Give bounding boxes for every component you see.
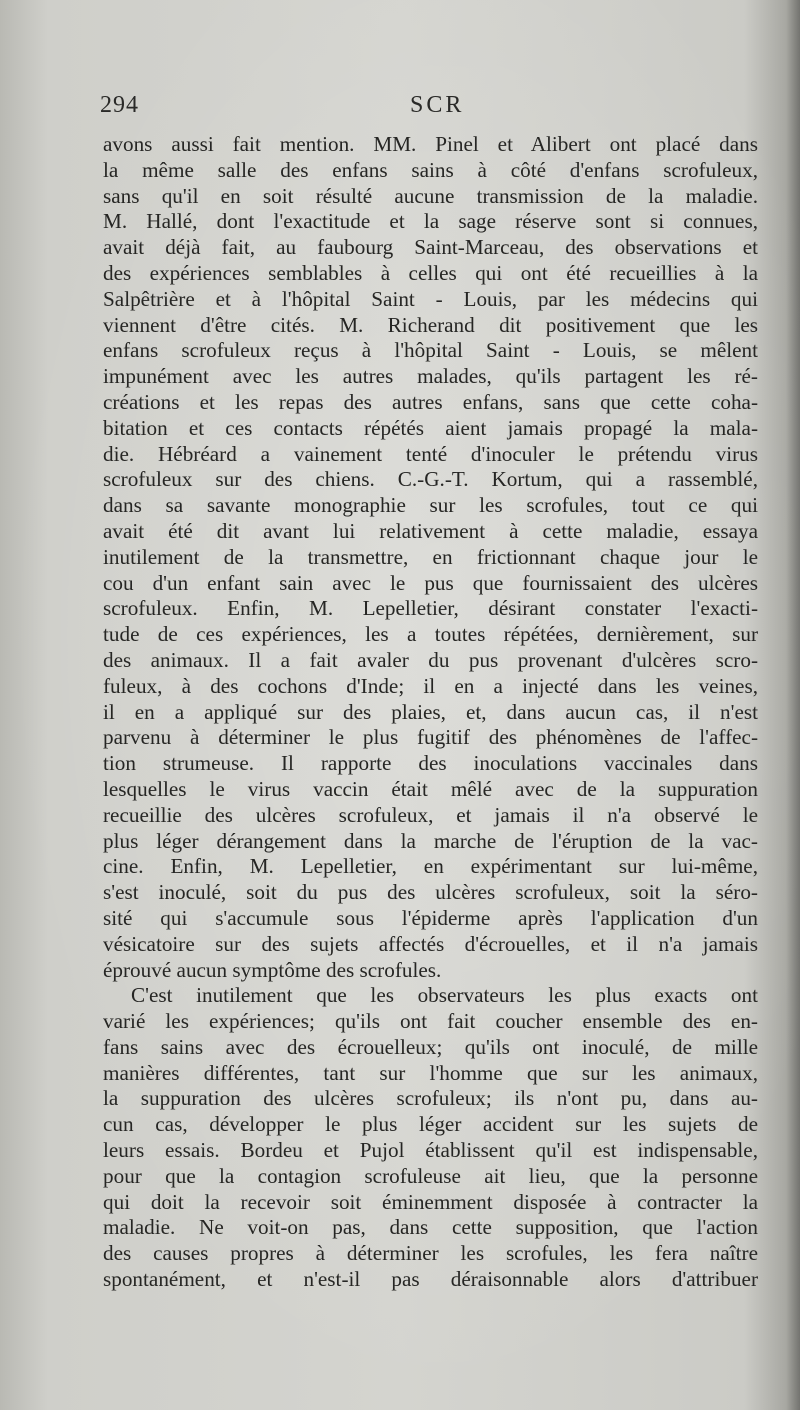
text-line: bitation et ces contacts répétés aient jamais propagé la mala- <box>103 415 758 440</box>
text-line: il en a appliqué sur des plaies, et, dans aucun cas, il n'est <box>103 699 758 724</box>
text-line: Salpêtrière et à l'hôpital Saint - Louis, par les médecins qui <box>103 286 758 311</box>
text-line: inutilement de la transmettre, en frictionnant chaque jour le <box>103 544 758 569</box>
paragraph-start-line: C'est inutilement que les observateurs les plus exacts ont <box>131 983 758 1008</box>
text-line: la suppuration des ulcères scrofuleux; ils n'ont pu, dans au- <box>103 1086 758 1111</box>
text-line: scrofuleux sur des chiens. C.-G.-T. Kortum, qui a rassemblé, <box>103 467 758 492</box>
text-line: vésicatoire sur des sujets affectés d'écrouelles, et il n'a jamais <box>103 931 758 956</box>
text-line: recueillie des ulcères scrofuleux, et jamais il n'a observé le <box>103 802 758 827</box>
text-line: manières différentes, tant sur l'homme que sur les animaux, <box>103 1060 758 1085</box>
text-line: leurs essais. Bordeu et Pujol établissent qu'il est indispensable, <box>103 1138 758 1163</box>
text-line: avait déjà fait, au faubourg Saint-Marceau, des observations et <box>103 235 758 260</box>
text-line: la même salle des enfans sains à côté d'enfans scrofuleux, <box>103 157 758 182</box>
text-line: tion strumeuse. Il rapporte des inoculations vaccinales dans <box>103 751 758 776</box>
text-line: fuleux, à des cochons d'Inde; il en a injecté dans les veines, <box>103 673 758 698</box>
text-line: lesquelles le virus vaccin était mêlé avec de la suppuration <box>103 776 758 801</box>
text-line: des causes propres à déterminer les scrofules, les fera naître <box>103 1241 758 1266</box>
text-line: die. Hébréard a vainement tenté d'inoculer le prétendu virus <box>103 441 758 466</box>
text-line: cine. Enfin, M. Lepelletier, en expérimentant sur lui-même, <box>103 854 758 879</box>
text-line: scrofuleux. Enfin, M. Lepelletier, désirant constater l'exacti- <box>103 596 758 621</box>
text-line: créations et les repas des autres enfans, sans que cette coha- <box>103 389 758 414</box>
text-line: sans qu'il en soit résulté aucune transmission de la maladie. <box>103 183 758 208</box>
text-line: plus léger dérangement dans la marche de l'éruption de la vac- <box>103 828 758 853</box>
text-line: qui doit la recevoir soit éminemment disposée à contracter la <box>103 1189 758 1214</box>
text-line: avait été dit avant lui relativement à cette maladie, essaya <box>103 518 758 543</box>
text-line: enfans scrofuleux reçus à l'hôpital Saint - Louis, se mêlent <box>103 338 758 363</box>
text-line: M. Hallé, dont l'exactitude et la sage réserve sont si connues, <box>103 209 758 234</box>
text-line: des expériences semblables à celles qui ont été recueillies à la <box>103 260 758 285</box>
text-line: dans sa savante monographie sur les scrofules, tout ce qui <box>103 493 758 518</box>
text-line: sité qui s'accumule sous l'épiderme après l'application d'un <box>103 905 758 930</box>
paragraph-end-line: éprouvé aucun symptôme des scrofules. <box>103 957 442 982</box>
text-line: viennent d'être cités. M. Richerand dit positivement que les <box>103 312 758 337</box>
text-line: impunément avec les autres malades, qu'ils partagent les ré- <box>103 364 758 389</box>
text-line: des animaux. Il a fait avaler du pus provenant d'ulcères scro- <box>103 647 758 672</box>
text-line: parvenu à déterminer le plus fugitif des phénomènes de l'affec- <box>103 725 758 750</box>
text-line: s'est inoculé, soit du pus des ulcères scrofuleux, soit la séro- <box>103 880 758 905</box>
running-head: SCR <box>410 92 465 118</box>
text-line: pour que la contagion scrofuleuse ait lieu, que la personne <box>103 1163 758 1188</box>
text-line: avons aussi fait mention. MM. Pinel et Alibert ont placé dans <box>103 132 758 156</box>
page-edge-shadow <box>786 0 800 1410</box>
page-header <box>100 92 760 126</box>
text-line: maladie. Ne voit-on pas, dans cette supposition, que l'action <box>103 1215 758 1240</box>
text-line: cou d'un enfant sain avec le pus que fournissaient des ulcères <box>103 570 758 595</box>
text-line: spontanément, et n'est-il pas déraisonnable alors d'attribuer <box>103 1267 758 1292</box>
text-line: varié les expériences; qu'ils ont fait coucher ensemble des en- <box>103 1009 758 1034</box>
body-text <box>103 132 758 1293</box>
text-line: tude de ces expériences, les a toutes répétées, dernièrement, sur <box>103 622 758 647</box>
page-number: 294 <box>100 92 139 118</box>
text-line: cun cas, développer le plus léger accident sur les sujets de <box>103 1112 758 1137</box>
text-line: fans sains avec des écrouelleux; qu'ils ont inoculé, de mille <box>103 1034 758 1059</box>
